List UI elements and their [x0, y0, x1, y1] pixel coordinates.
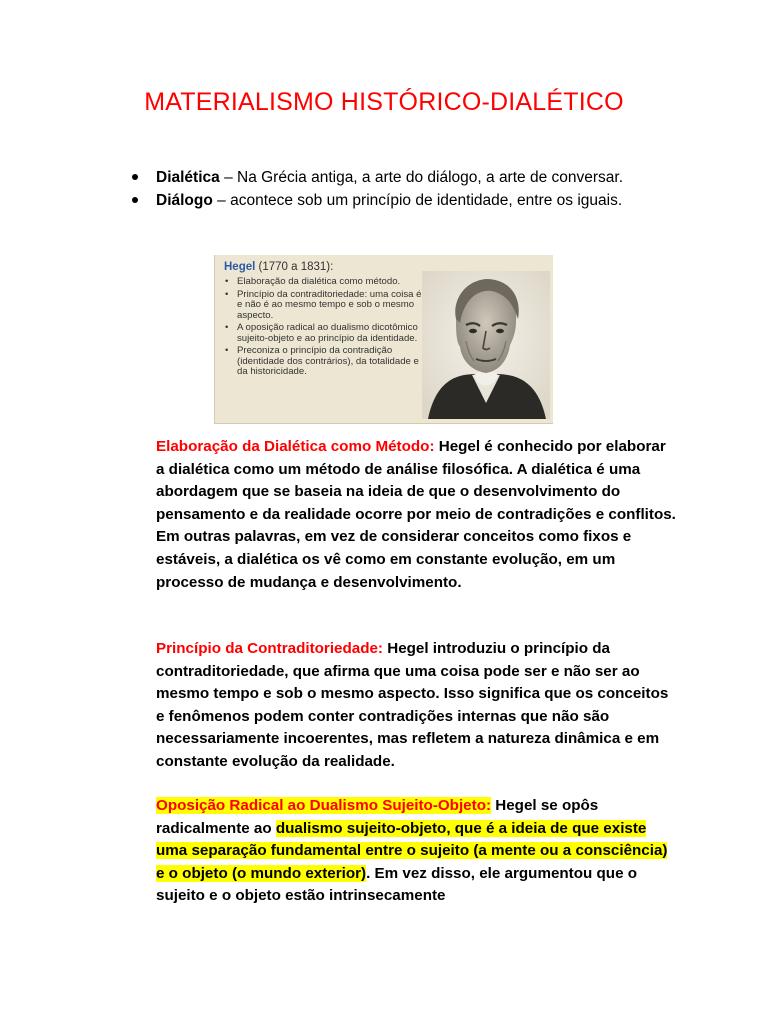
figure-list	[223, 277, 423, 380]
bullet-item	[130, 189, 623, 212]
figure-item: • Princípio da contraditoriedade: uma coisa é e não é ao mesmo tempo e sob o mesmo aspecto.	[223, 290, 423, 322]
paragraph-body: . Em vez disso, ele argumentou que o sujeito e o objeto estão intrinsecamente	[156, 864, 638, 905]
figure-item: • Elaboração da dialética como método.	[223, 277, 423, 288]
paragraph-heading: Oposição Radical ao Dualismo Sujeito-Objeto:	[156, 797, 492, 814]
figure-dates: (1770 a 1831):	[255, 261, 334, 273]
figure-name: Hegel	[224, 261, 256, 273]
paragraph-dualism	[156, 795, 676, 908]
paragraph-body: Hegel introduziu o princípio da contraditoriedade, que afirma que uma coisa pode ser e não ser ao mesmo tempo e sob o mesmo aspecto. Isso significa que os conceitos e fenômenos podem conter contradições internas que não são necessariamente incoerentes, mas refletem a natureza dinâmica e em constante evolução da realidade.	[156, 640, 669, 770]
definition-list	[130, 166, 623, 212]
paragraph-intro: Hegel se opôs radicalmente ao	[156, 797, 599, 837]
figure-item: • A oposição radical ao dualismo dicotômico sujeito-objeto e ao princípio da identidade.	[223, 323, 423, 344]
hegel-portrait-image	[422, 271, 550, 419]
paragraph-contradiction	[156, 638, 676, 774]
bullet-text: – acontece sob um princípio de identidade, entre os iguais.	[212, 192, 623, 209]
bullet-term: Diálogo	[156, 192, 213, 209]
paragraph-heading: Princípio da Contraditoriedade:	[156, 640, 383, 657]
hegel-figure	[214, 255, 553, 424]
figure-heading	[224, 261, 333, 273]
document-title: MATERIALISMO HISTÓRICO-DIALÉTICO	[144, 88, 624, 116]
paragraph-heading: Elaboração da Dialética como Método:	[156, 438, 435, 455]
bullet-item	[130, 166, 623, 189]
highlighted-text: dualismo sujeito-objeto, que é a ideia de que existe uma separação fundamental entre o sujeito (a mente ou a consciência) e o objeto (o mundo exterior)	[156, 819, 668, 882]
bullet-term: Dialética	[156, 169, 220, 186]
paragraph-body: Hegel é conhecido por elaborar a dialética como um método de análise filosófica. A dialética é uma abordagem que se baseia na ideia de que o desenvolvimento do pensamento e da realidade ocorre por meio de contradições e conflitos. Em outras palavras, em vez de considerar conceitos como fixos e estáveis, a dialética os vê como em constante evolução, em um processo de mudança e desenvolvimento.	[156, 438, 676, 591]
paragraph-dialectic-method	[156, 436, 676, 594]
bullet-text: – Na Grécia antiga, a arte do diálogo, a arte de conversar.	[219, 169, 624, 186]
figure-item: • Preconiza o princípio da contradição (identidade dos contrários), da totalidade e da historicidade.	[223, 346, 423, 378]
